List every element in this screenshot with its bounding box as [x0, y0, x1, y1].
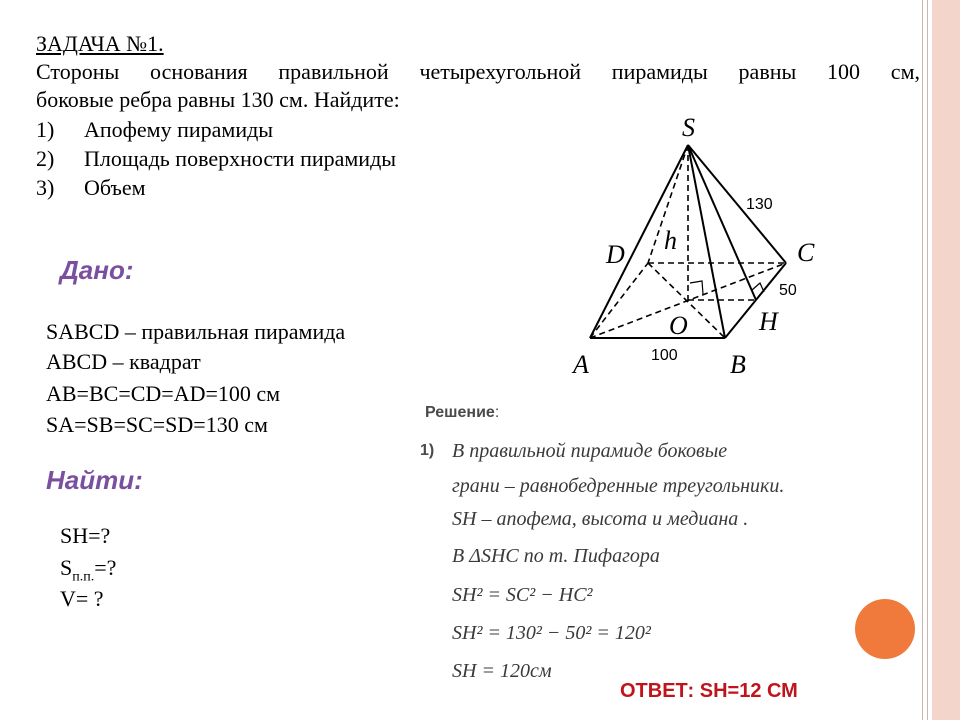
apothem-SH — [688, 145, 756, 300]
task-item-text: Объем — [84, 175, 146, 200]
solution-line: грани – равнобедренные треугольники. — [452, 475, 785, 497]
task-item-number: 3) — [36, 175, 55, 200]
task-text-line-1: Стороны основания правильной четырехугольной пирамиды равны 100 см, — [36, 59, 920, 84]
right-angle-mark-O — [690, 281, 703, 294]
vertex-label-C: C — [797, 238, 815, 267]
task-item-1 — [36, 116, 274, 144]
task-item-2 — [36, 145, 397, 173]
point-label-O: O — [669, 311, 688, 340]
find-heading: Найти: — [46, 465, 143, 495]
solution-result: SH = 120см — [452, 660, 552, 682]
area-unknown: =? — [94, 555, 117, 580]
solution-line: SH – апофема, высота и медиана . — [452, 508, 749, 530]
frame-line — [922, 0, 923, 720]
edge-SB — [688, 145, 725, 338]
answer-text: ОТВЕТ: SH=12 СМ — [620, 680, 798, 702]
task-item-3 — [36, 174, 146, 202]
given-heading: Дано: — [60, 255, 134, 285]
frame-line — [927, 0, 928, 720]
task-item-text: Площадь поверхности пирамиды — [84, 146, 397, 171]
given-line: SA=SB=SC=SD=130 см — [46, 412, 268, 437]
right-angle-mark-H — [752, 283, 764, 292]
find-line-apothem: SH=? — [60, 523, 111, 548]
task-text-line-2: боковые ребра равны 130 см. Найдите: — [36, 87, 400, 112]
side-bar — [932, 0, 960, 720]
vertex-label-A: A — [573, 350, 589, 379]
find-line-volume: V= ? — [60, 586, 104, 611]
given-line: AB=BC=CD=AD=100 см — [46, 381, 281, 406]
solution-heading-colon: : — [494, 404, 500, 421]
half-side-label: 50 — [779, 282, 797, 299]
task-item-text: Апофему пирамиды — [84, 117, 274, 142]
task-item-number: 1) — [36, 117, 55, 142]
base-side-label: 100 — [651, 347, 678, 364]
given-line: SABCD – правильная пирамида — [46, 319, 346, 344]
solution-line: В ΔSHC по т. Пифагора — [452, 545, 660, 567]
vertex-label-D: D — [606, 240, 625, 269]
decorative-circle — [855, 599, 915, 659]
area-subscript: п.п. — [72, 569, 95, 585]
solution-step-number: 1) — [420, 442, 435, 459]
vertex-label-B: B — [730, 350, 746, 379]
edge-length-label: 130 — [746, 196, 773, 213]
height-label-h: h — [664, 226, 677, 255]
task-item-number: 2) — [36, 146, 55, 171]
solution-formula: SH² = SC² − HC² — [452, 584, 593, 606]
point-label-H: H — [759, 307, 778, 336]
vertex-label-S: S — [682, 113, 695, 142]
solution-heading-text: Решение — [425, 404, 495, 421]
area-symbol: S — [60, 555, 73, 580]
solution-line: В правильной пирамиде боковые — [452, 440, 728, 462]
solution-formula: SH² = 130² − 50² = 120² — [452, 622, 651, 644]
given-line: ABCD – квадрат — [46, 349, 201, 374]
pyramid-diagram — [560, 110, 860, 390]
task-title: ЗАДАЧА №1. — [36, 31, 164, 56]
solution-heading — [425, 404, 499, 422]
